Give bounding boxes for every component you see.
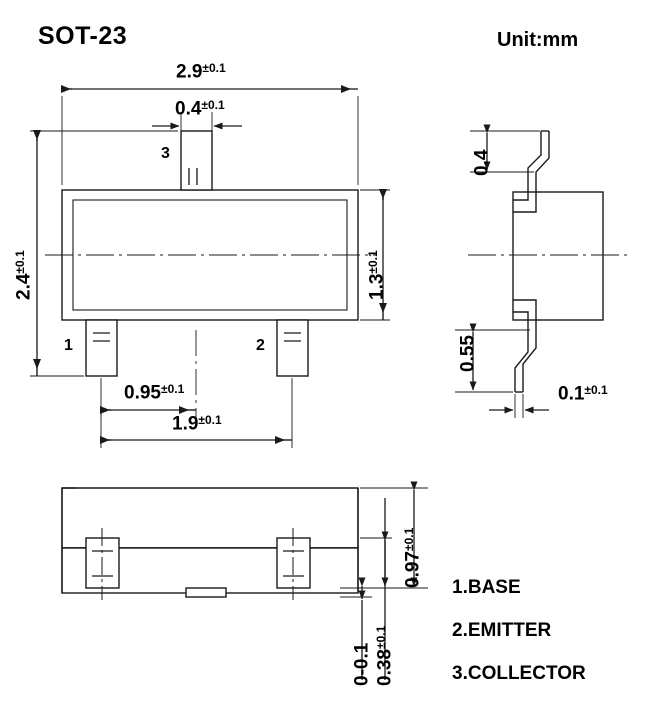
dimension-top-width	[176, 62, 226, 81]
dimension-body-inner-height-value: 1.3	[366, 273, 388, 300]
dimension-front-body-height-tol: ±0.1	[402, 527, 416, 552]
pin-label-1: 1	[64, 337, 73, 354]
dimension-front-lead-height-value: 0.38	[374, 649, 396, 686]
unit-note: Unit:mm	[497, 29, 579, 51]
dimension-front-standoff	[352, 643, 371, 686]
dimension-front-standoff-value: 0-0.1	[351, 642, 373, 686]
dimension-front-body-height-value: 0.97	[402, 551, 424, 588]
dimension-top-width-tol: ±0.1	[202, 61, 226, 75]
dimension-lead-thickness	[558, 384, 608, 403]
dimension-front-lead-height-tol: ±0.1	[374, 625, 388, 650]
pin-label-3: 3	[161, 145, 170, 162]
page-title: SOT-23	[38, 22, 128, 50]
dimension-top-width-value: 2.9	[176, 61, 203, 83]
legend-item-emitter: 2.EMITTER	[452, 620, 552, 641]
dimension-lead-width-value: 0.4	[175, 98, 202, 120]
dimension-lead-width	[175, 99, 225, 118]
dimension-pin-span-tol: ±0.1	[198, 413, 222, 427]
dimension-pin-pitch-half-tol: ±0.1	[160, 382, 185, 396]
dimension-front-lead-height	[375, 626, 394, 686]
dimension-lead-thickness-tol: ±0.1	[584, 383, 608, 397]
dimension-body-inner-height-tol: ±0.1	[366, 250, 380, 274]
dimension-side-standoff	[458, 335, 477, 372]
dimension-front-body-height	[403, 528, 422, 588]
dimension-lead-thickness-value: 0.1	[558, 383, 585, 405]
dimension-pin-span	[172, 414, 222, 433]
pin-label-2: 2	[256, 337, 265, 354]
dimension-body-height-tol: ±0.1	[13, 250, 27, 274]
dimension-side-standoff-value: 0.55	[457, 335, 479, 372]
dimension-pin-span-value: 1.9	[172, 413, 199, 435]
dimension-side-lead-top-value: 0.4	[471, 149, 493, 176]
dimension-body-height-value: 2.4	[13, 273, 35, 300]
dimension-pin-pitch-half	[124, 383, 184, 402]
dimension-body-height	[14, 250, 33, 300]
dimension-pin-pitch-half-value: 0.95	[124, 382, 161, 404]
dimension-side-lead-top	[472, 150, 491, 176]
legend-item-collector: 3.COLLECTOR	[452, 663, 586, 684]
dimension-lead-width-tol: ±0.1	[201, 98, 225, 112]
dimension-body-inner-height	[367, 250, 386, 300]
legend-item-base: 1.BASE	[452, 577, 521, 598]
